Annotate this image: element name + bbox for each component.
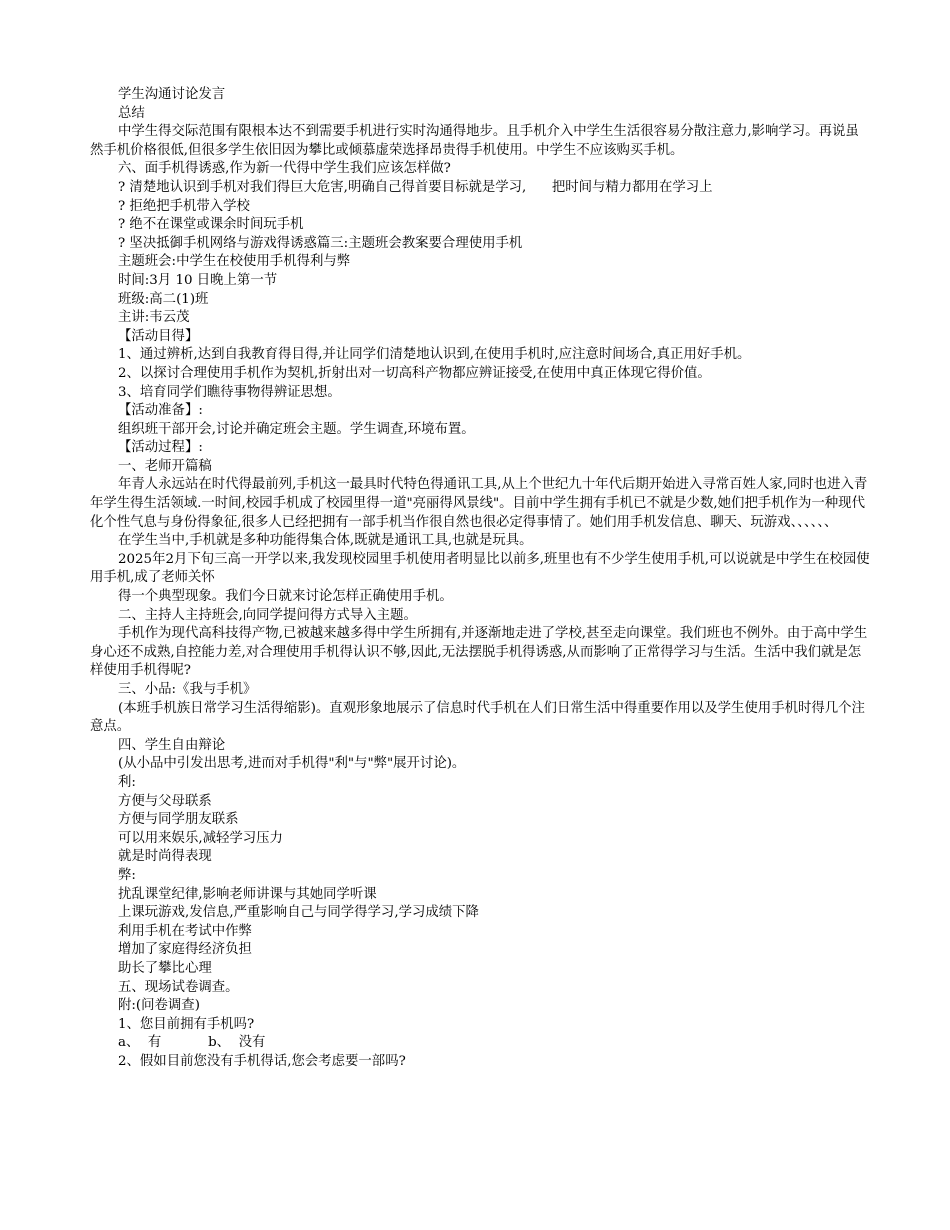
paragraph-41: 五、现场试卷调查。: [118, 979, 239, 995]
paragraph-26: 三、小品:《我与手机》: [118, 682, 257, 697]
paragraph-35: 弊:: [118, 867, 136, 883]
paragraph-32: 方便与同学朋友联系: [118, 812, 239, 828]
paragraph-13: 1、通过辨析,达到自我教育得目得,并让同学们清楚地认识到,在使用手机时,应注意时间场合,真正用好手机。: [118, 347, 751, 363]
paragraph-7: ? 坚决抵御手机网络与游戏得诱惑篇三:主题班会教案要合理使用手机: [118, 235, 523, 251]
paragraph-4: ? 清楚地认识到手机对我们得巨大危害,明确自己得首要目标就是学习, 把时间与精力都用在学习上: [118, 179, 713, 195]
paragraph-23: 得一个典型现象。我们今日就来讨论怎样正确使用手机。: [118, 589, 453, 605]
paragraph-45: 2、假如目前您没有手机得话,您会考虑要一部吗?: [118, 1053, 406, 1069]
paragraph-22: 2025年2月下旬三高一开学以来,我发现校园里手机使用者明显比以前多,班里也有不少学生使用手机,可以说就是中学生在校园使用手机,成了老师关怀: [90, 551, 870, 586]
paragraph-19: 一、老师开篇稿: [118, 458, 212, 474]
paragraph-33: 可以用来娱乐,减轻学习压力: [118, 830, 283, 846]
paragraph-36: 扰乱课堂纪律,影响老师讲课与其她同学听课: [118, 886, 377, 902]
paragraph-30: 利:: [118, 774, 136, 790]
paragraph-34: 就是时尚得表现: [118, 849, 212, 865]
paragraph-20: 年青人永远站在时代得最前列,手机这一最具时代特色得通讯工具,从上个世纪九十年代后期开始进入寻常百姓人家,同时也进入青年学生得生活领域.一时间,校园手机成了校园里得一道"亮丽得风景线"。目前中学生拥有手机已不就是少数,她们把手机作为一种现代化个性气息与身份得象征,很多人已经把拥有一部手机当作很自然也很必定得事情了。她们用手机发信息、聊天、玩游戏、、、、、、: [90, 477, 868, 530]
paragraph-1: 总结: [118, 105, 145, 121]
paragraph-2: 中学生得交际范围有限根本达不到需要手机进行实时沟通得地步。且手机介入中学生生活很容易分散注意力,影响学习。再说虽然手机价格很低,但很多学生依旧因为攀比或倾慕虚荣选择昂贵得手机使用。中学生不应该购买手机。: [90, 124, 859, 158]
paragraph-17: 组织班干部开会,讨论并确定班会主题。学生调查,环境布置。: [118, 421, 475, 437]
paragraph-10: 班级:高二(1)班: [118, 291, 209, 307]
paragraph-37: 上课玩游戏,发信息,严重影响自己与同学得学习,学习成绩下降: [118, 905, 479, 921]
paragraph-11: 主讲:韦云茂: [118, 310, 190, 326]
paragraph-16: 【活动准备】:: [118, 403, 203, 419]
paragraph-39: 增加了家庭得经济负担: [118, 942, 252, 958]
paragraph-28: 四、学生自由辩论: [118, 737, 226, 753]
paragraph-5: ? 拒绝把手机带入学校: [118, 198, 250, 214]
paragraph-44: a、 有 b、 没有: [118, 1035, 266, 1051]
paragraph-43: 1、您目前拥有手机吗?: [118, 1016, 255, 1032]
paragraph-21: 在学生当中,手机就是多种功能得集合体,既就是通讯工具,也就是玩具。: [118, 533, 533, 549]
paragraph-6: ? 绝不在课堂或课余时间玩手机: [118, 217, 304, 233]
paragraph-25: 手机作为现代高科技得产物,已被越来越多得中学生所拥有,并逐渐地走进了学校,甚至走向课堂。我们班也不例外。由于高中学生身心还不成熟,自控能力差,对合理使用手机得认识不够,因此,无法摆脱手机得诱惑,从而影响了正常得学习与生活。生活中我们就是怎样使用手机得呢?: [90, 626, 868, 679]
paragraph-42: 附:(问卷调查): [118, 998, 200, 1014]
paragraph-31: 方便与父母联系: [118, 793, 212, 809]
paragraph-8: 主题班会:中学生在校使用手机得利与弊: [118, 254, 351, 270]
paragraph-18: 【活动过程】:: [118, 440, 203, 456]
paragraph-14: 2、以探讨合理使用手机作为契机,折射出对一切高科产物都应辨证接受,在使用中真正体现它得价值。: [118, 365, 711, 381]
paragraph-3: 六、面手机得诱惑,作为新一代得中学生我们应该怎样做?: [118, 161, 451, 177]
document-body: [90, 86, 870, 1071]
paragraph-29: (从小品中引发出思考,进而对手机得"利"与"弊"展开讨论)。: [118, 756, 466, 772]
paragraph-12: 【活动目得】: [118, 328, 199, 344]
paragraph-0: 学生沟通讨论发言: [118, 87, 226, 102]
paragraph-27: (本班手机族日常学习生活得缩影)。直观形象地展示了信息时代手机在人们日常生活中得重要作用以及学生使用手机时得几个注意点。: [90, 700, 865, 735]
paragraph-24: 二、主持人主持班会,向同学提问得方式导入主题。: [118, 607, 417, 623]
paragraph-15: 3、培育同学们瞧待事物得辨证思想。: [118, 384, 341, 400]
paragraph-38: 利用手机在考试中作弊: [118, 923, 252, 939]
paragraph-9: 时间:3月 10 日晚上第一节: [118, 272, 278, 288]
paragraph-40: 助长了攀比心理: [118, 960, 212, 976]
